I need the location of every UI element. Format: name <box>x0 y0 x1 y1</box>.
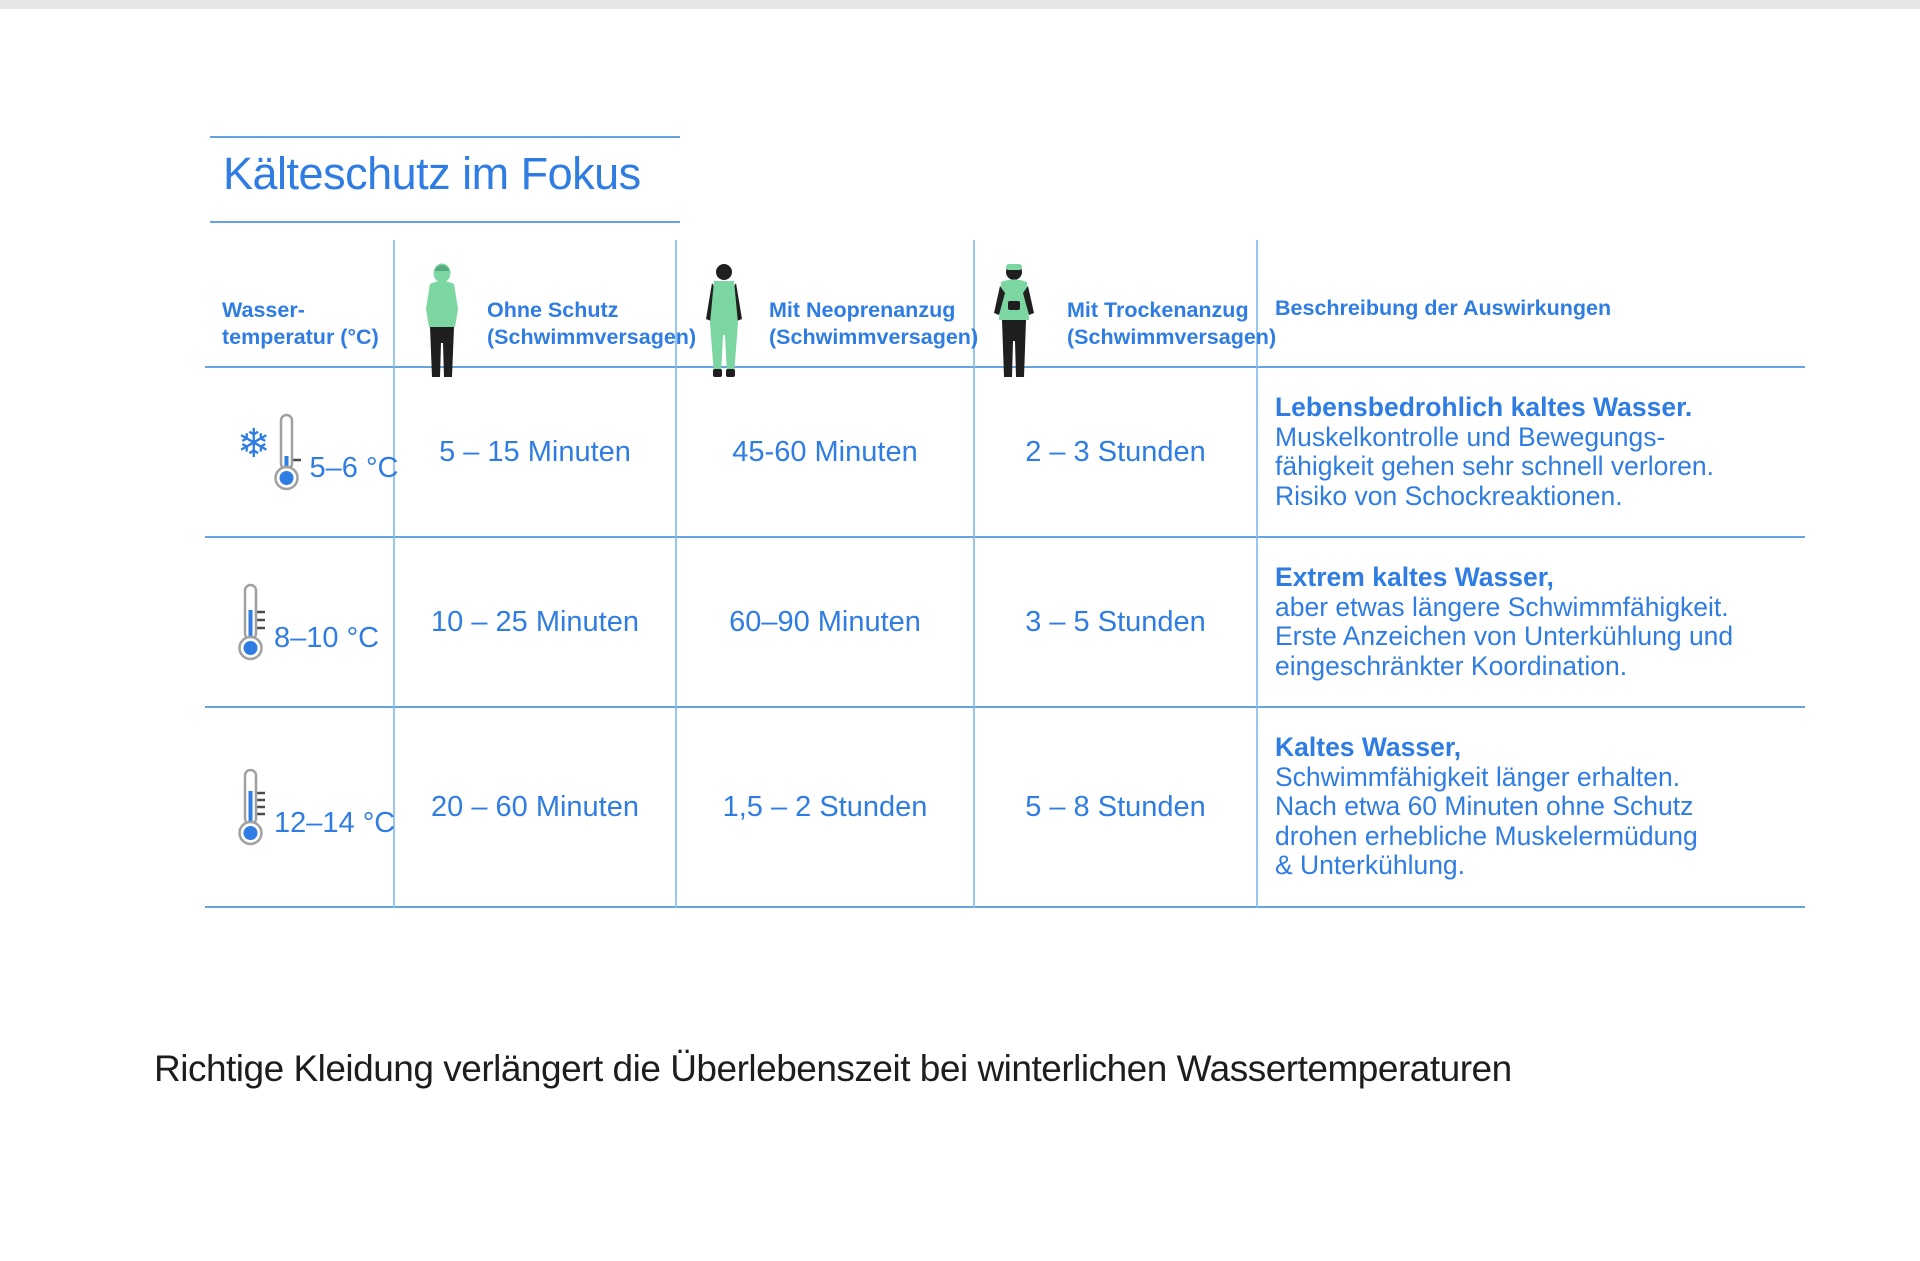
header-line: Mit Neoprenanzug <box>769 298 956 322</box>
value-drysuit-row1: 2 – 3 Stunden <box>975 368 1258 538</box>
description-line: Muskelkontrolle und Bewegungs- <box>1275 421 1666 452</box>
description-cell-row2 <box>1258 538 1805 708</box>
description-line: Risiko von Schockreaktionen. <box>1275 480 1623 511</box>
description-line: Nach etwa 60 Minuten ohne Schutz <box>1275 791 1694 822</box>
thermometer-icon <box>237 767 271 847</box>
description-line: aber etwas längere Schwimmfähigkeit. <box>1275 591 1729 622</box>
value-drysuit-row3: 5 – 8 Stunden <box>975 708 1258 908</box>
page-top-border <box>0 0 1920 9</box>
bottom-caption: Richtige Kleidung verlängert die Überlebenszeit bei winterlichen Wassertemperaturen <box>154 1048 1512 1089</box>
value-drysuit-row2: 3 – 5 Stunden <box>975 538 1258 708</box>
header-line: Mit Trockenanzug <box>1067 298 1249 322</box>
page-title: Kälteschutz im Fokus <box>223 148 641 199</box>
description-line: fähigkeit gehen sehr schnell verloren. <box>1275 451 1714 481</box>
temp-cell-row2 <box>205 538 395 708</box>
temp-label: 5–6 °C <box>309 451 399 484</box>
temp-cell-row1 <box>205 368 399 538</box>
title-rule-bottom <box>210 221 680 223</box>
description-line: & Unterkühlung. <box>1275 850 1466 881</box>
value-neoprene-row3: 1,5 – 2 Stunden <box>677 708 975 908</box>
temp-label: 8–10 °C <box>274 621 380 654</box>
temp-cell-row3 <box>205 708 395 908</box>
value-neoprene-row1: 45-60 Minuten <box>677 368 975 538</box>
description-line: drohen erhebliche Muskelermüdung <box>1275 820 1698 851</box>
person-no-protection-icon <box>419 263 465 381</box>
header-neoprene-label <box>769 297 978 351</box>
header-line: Ohne Schutz <box>487 298 619 322</box>
header-description <box>1258 240 1805 368</box>
value-neoprene-row2: 60–90 Minuten <box>677 538 975 708</box>
description-cell-row3 <box>1258 708 1805 908</box>
description-cell-row1 <box>1258 368 1805 538</box>
temp-label: 12–14 °C <box>274 806 396 839</box>
title-rule-top <box>210 136 680 138</box>
value-no-protection-row3: 20 – 60 Minuten <box>395 708 677 908</box>
header-neoprene <box>677 240 979 368</box>
header-line: (Schwimmversagen) <box>769 325 979 349</box>
header-line: Wasser- <box>222 298 305 322</box>
header-drysuit-label <box>1067 297 1276 351</box>
person-neoprene-suit-icon <box>701 263 747 381</box>
description-line: Kaltes Wasser, <box>1275 732 1462 763</box>
description-line: Lebensbedrohlich kaltes Wasser. <box>1275 392 1693 422</box>
header-water-temperature-label <box>222 297 379 351</box>
header-line: (Schwimmversagen) <box>1067 325 1277 349</box>
person-dry-suit-icon <box>991 263 1037 381</box>
cold-protection-table <box>205 240 1805 908</box>
thermometer-icon <box>237 582 271 662</box>
header-description-label <box>1275 295 1611 322</box>
header-line: temperatur (°C) <box>222 325 379 349</box>
header-drysuit <box>975 240 1277 368</box>
header-no-protection-label <box>487 297 696 351</box>
header-line: Beschreibung der Auswirkungen <box>1275 296 1612 320</box>
header-water-temperature <box>205 240 395 368</box>
snowflake-icon: ❄ <box>237 422 271 466</box>
description-line: Schwimmfähigkeit länger erhalten. <box>1275 761 1681 792</box>
header-no-protection <box>395 240 697 368</box>
thermometer-icon <box>273 412 307 492</box>
value-no-protection-row2: 10 – 25 Minuten <box>395 538 677 708</box>
header-line: (Schwimmversagen) <box>487 325 697 349</box>
description-line: Extrem kaltes Wasser, <box>1275 562 1554 592</box>
description-line: eingeschränkter Koordination. <box>1275 650 1628 681</box>
description-line: Erste Anzeichen von Unterkühlung und <box>1275 621 1734 651</box>
value-no-protection-row1: 5 – 15 Minuten <box>395 368 677 538</box>
